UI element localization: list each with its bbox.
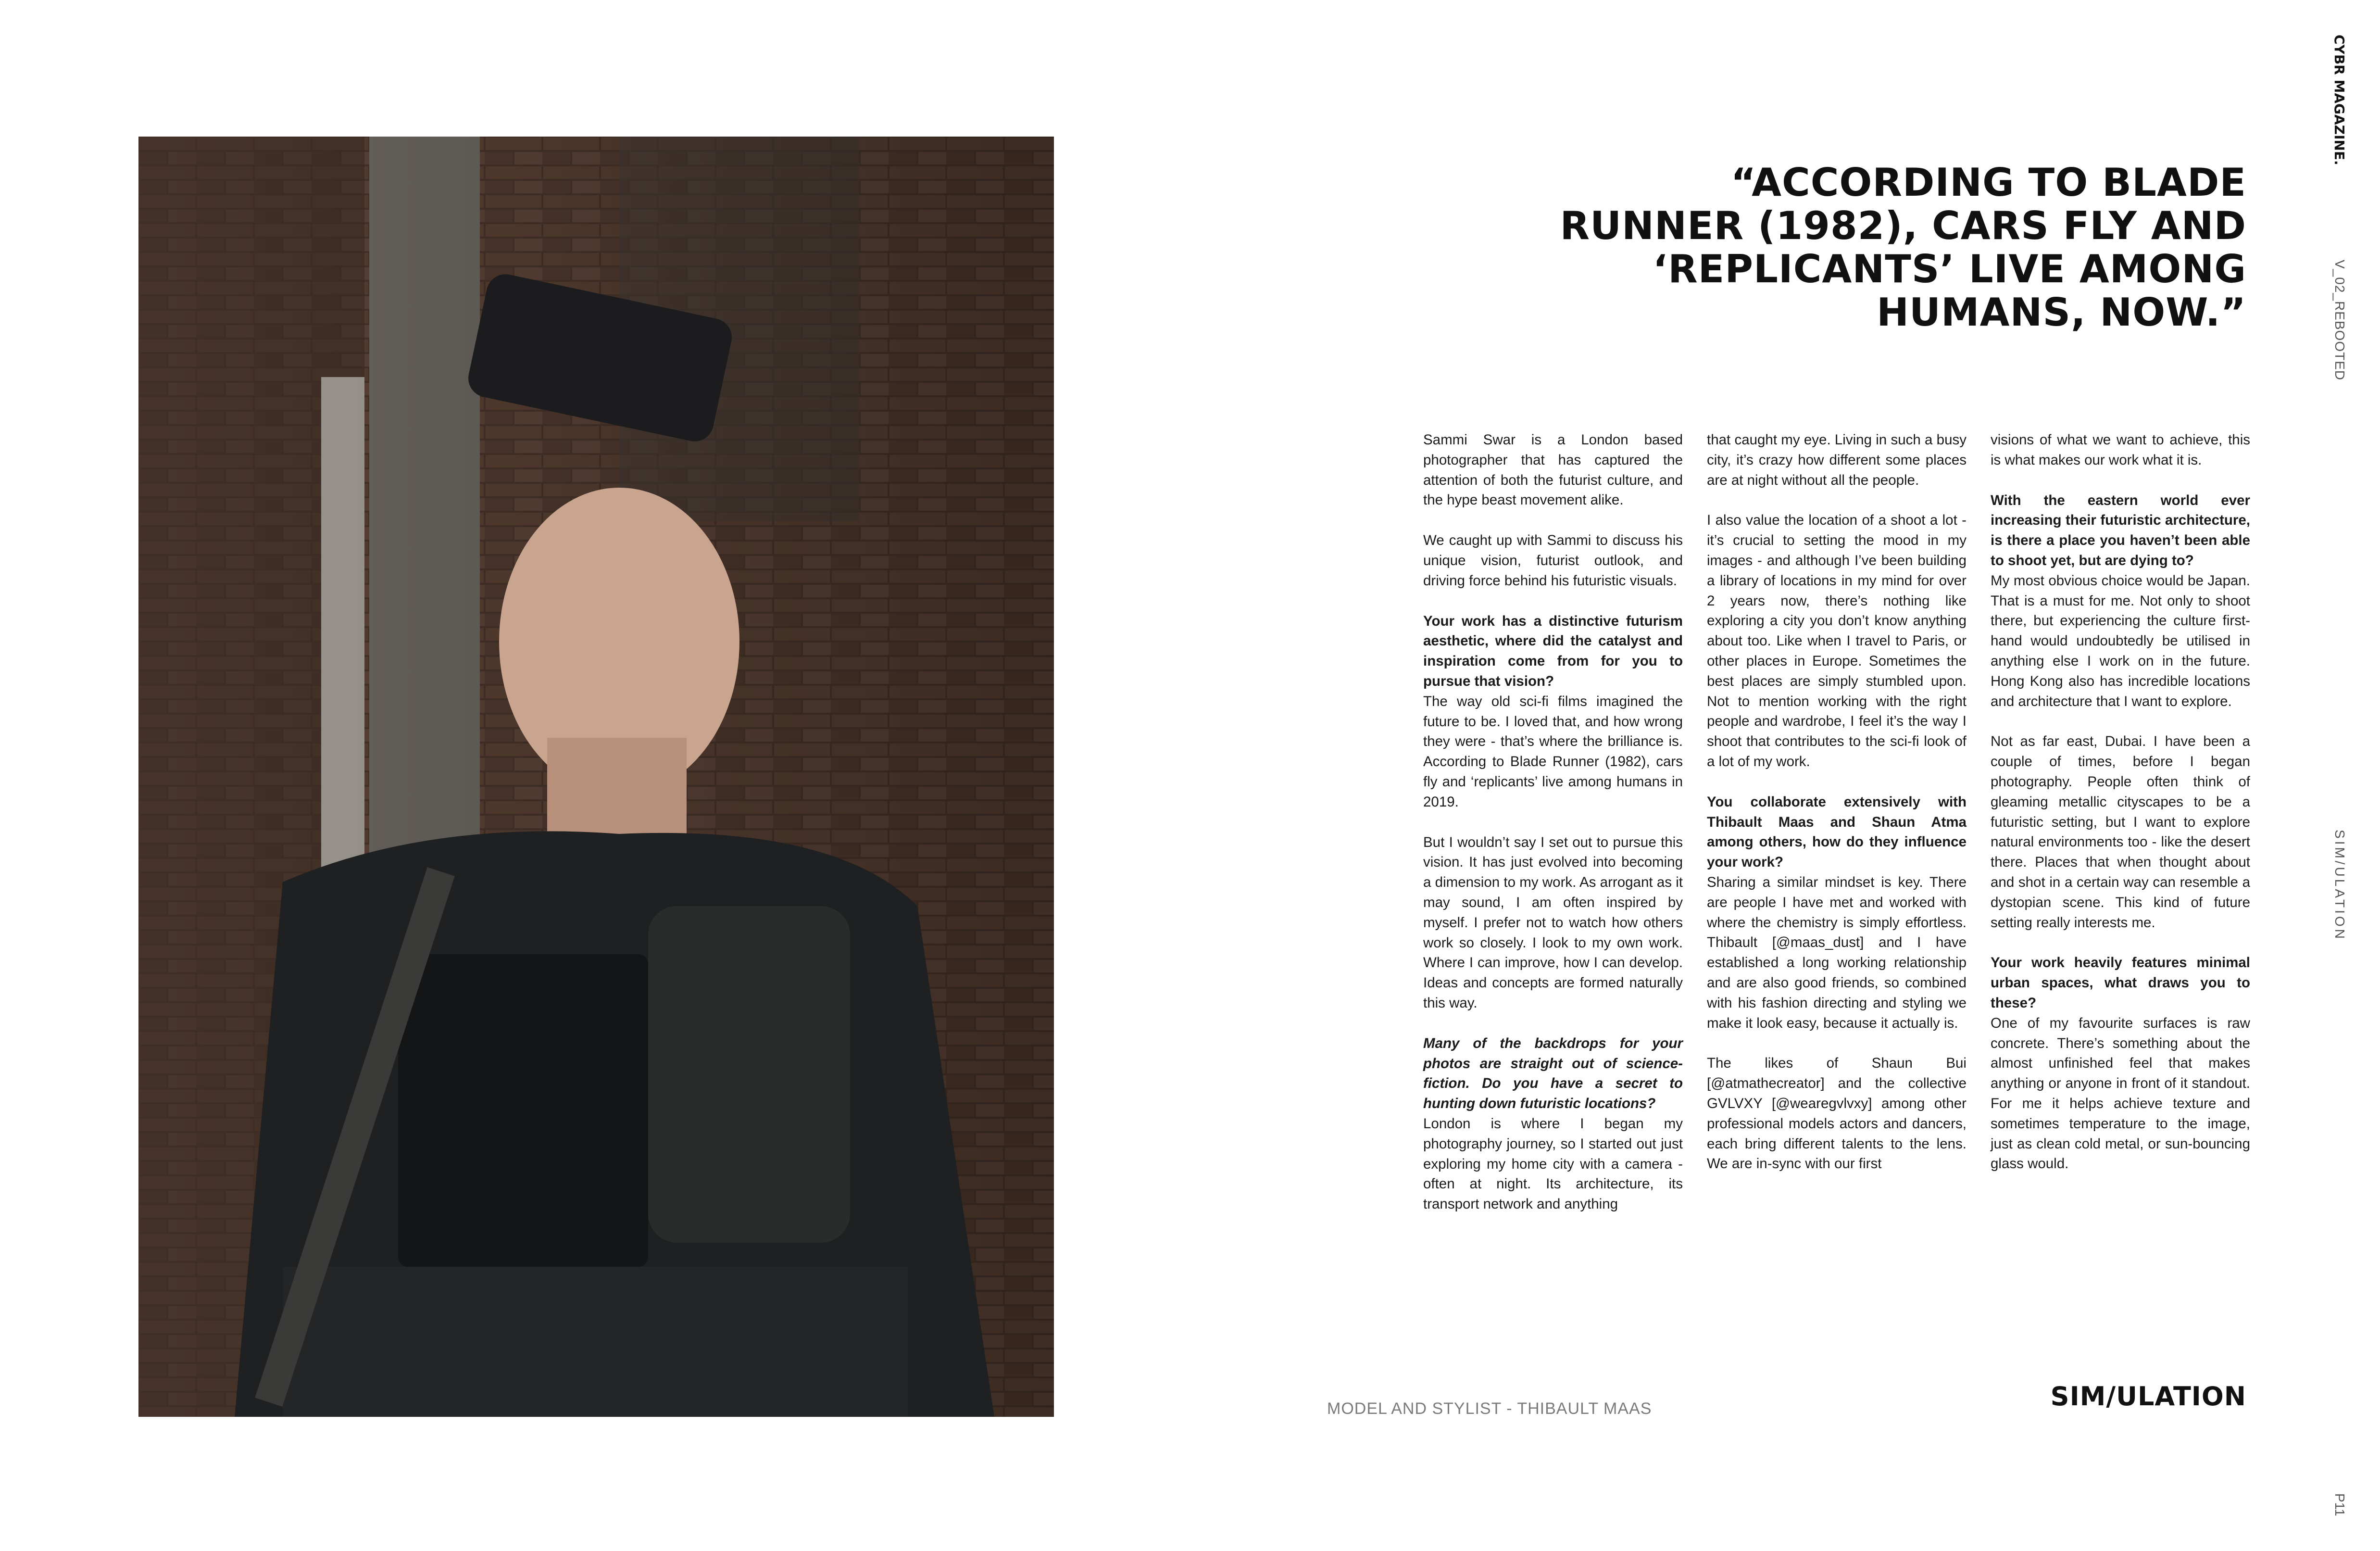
article-column-3 <box>1991 430 2250 1194</box>
issue-version: V_02_REBOOTED <box>2332 260 2347 381</box>
interview-answer: One of my favourite surfaces is raw concrete. There’s something about the almost unfinished feel that makes anything or anyone in front of it standout. For me it helps achieve texture and sometimes temperature to the image, just as clean cold metal, or sun-bouncing glass would. <box>1991 1015 2250 1172</box>
interview-answer: London is where I began my photography journey, so I started out just exploring my home city with a camera - often at night. Its architecture, its transport network and anything <box>1423 1115 1683 1212</box>
section-title: SIM/ULATION <box>2050 1381 2246 1412</box>
photo-caption: MODEL AND STYLIST - THIBAULT MAAS <box>1327 1400 1652 1418</box>
interview-question: Many of the backdrops for your photos are straight out of science-fiction. Do you have a secret to hunting down futuristic locations? <box>1423 1035 1683 1112</box>
paragraph: I also value the location of a shoot a lot - it’s crucial to setting the mood in my images - and although I’ve been building a library of locations in my mind for over 2 years now, there’s nothing like exploring a city you don’t know anything about too. Like when I travel to Paris, or other places in Europe. Sometimes the best places are simply stumbled upon. Not to mention working with the right people and wardrobe, I feel it’s the way I shoot that contributes to the sci-fi look of a lot of my work. <box>1707 512 1967 769</box>
article-photo <box>138 137 1054 1417</box>
qa-block <box>1423 1034 1683 1214</box>
article-column-2 <box>1707 430 1967 1194</box>
interview-answer: My most obvious choice would be Japan. That is a must for me. Not only to shoot there, but experiencing the culture first-hand would undoubtedly be utilised in anything else I work on in the future. Hong Kong also has incredible locations and architecture that I want to explore. <box>1991 572 2250 709</box>
qa-block <box>1991 953 2250 1174</box>
page-number: P11 <box>2332 1493 2347 1516</box>
interview-question: Your work heavily features minimal urban spaces, what draws you to these? <box>1991 955 2250 1011</box>
interview-answer: The way old sci-fi films imagined the future to be. I loved that, and how wrong they were - that’s where the brilliance is. According to Blade Runner (1982), cars fly and ‘replicants’ live among humans in 2019. <box>1423 693 1683 810</box>
paragraph: The likes of Shaun Bui [@atmathecreator] and the collective GVLVXY [@wearegvlvxy] among other professional models actors and dancers, each bring different talents to the lens. We are in-sync with our first <box>1707 1055 1967 1172</box>
paragraph: that caught my eye. Living in such a busy city, it’s crazy how different some places are at night without all the people. <box>1707 432 1967 488</box>
paragraph: Sammi Swar is a London based photographer that has captured the attention of both the futurist culture, and the hype beast movement alike. <box>1423 432 1683 508</box>
sidebar-section-label: SIM/ULATION <box>2332 830 2347 941</box>
qa-block <box>1991 491 2250 712</box>
qa-block <box>1423 611 1683 812</box>
magazine-name: CYBR MAGAZINE. <box>2331 35 2347 165</box>
interview-answer: Sharing a similar mindset is key. There are people I have met and worked with where the chemistry is simply effortless. Thibault [@maas_dust] and I have established a long working relationship and are also good friends, so combined with his fashion directing and styling we make it look easy, because it actually is. <box>1707 874 1967 1031</box>
qa-block <box>1707 792 1967 1034</box>
paragraph: visions of what we want to achieve, this is what makes our work what it is. <box>1991 432 2250 468</box>
portrait-photo-icon <box>138 137 1054 1417</box>
interview-question: You collaborate extensively with Thibault Maas and Shaun Atma among others, how do they influence your work? <box>1707 794 1967 870</box>
paragraph: But I wouldn’t say I set out to pursue this vision. It has just evolved into becoming a dimension to my work. As arrogant as it may sound, I am often inspired by myself. I prefer not to watch how others work so closely. I look to my own work. Where I can improve, how I can develop. Ideas and concepts are formed naturally this way. <box>1423 834 1683 1011</box>
headline-quote: “ACCORDING TO BLADE RUNNER (1982), CARS FLY AND ‘REPLICANTS’ LIVE AMONG HUMANS, NOW.” <box>1560 160 2246 335</box>
interview-question: With the eastern world ever increasing their futuristic architecture, is there a place you haven’t been able to shoot yet, but are dying to? <box>1991 492 2250 568</box>
interview-question: Your work has a distinctive futurism aesthetic, where did the catalyst and inspiration come from for you to pursue that vision? <box>1423 613 1683 689</box>
article-column-1 <box>1423 430 1683 1235</box>
paragraph: We caught up with Sammi to discuss his unique vision, futurist outlook, and driving force behind his futuristic visuals. <box>1423 532 1683 589</box>
paragraph: Not as far east, Dubai. I have been a couple of times, before I began photography. People often think of gleaming metallic cityscapes to be a futuristic setting, but I want to explore natural environments too - like the desert there. Places that when thought about and shot in a certain way can resemble a dystopian scene. This kind of future setting really interests me. <box>1991 733 2250 931</box>
